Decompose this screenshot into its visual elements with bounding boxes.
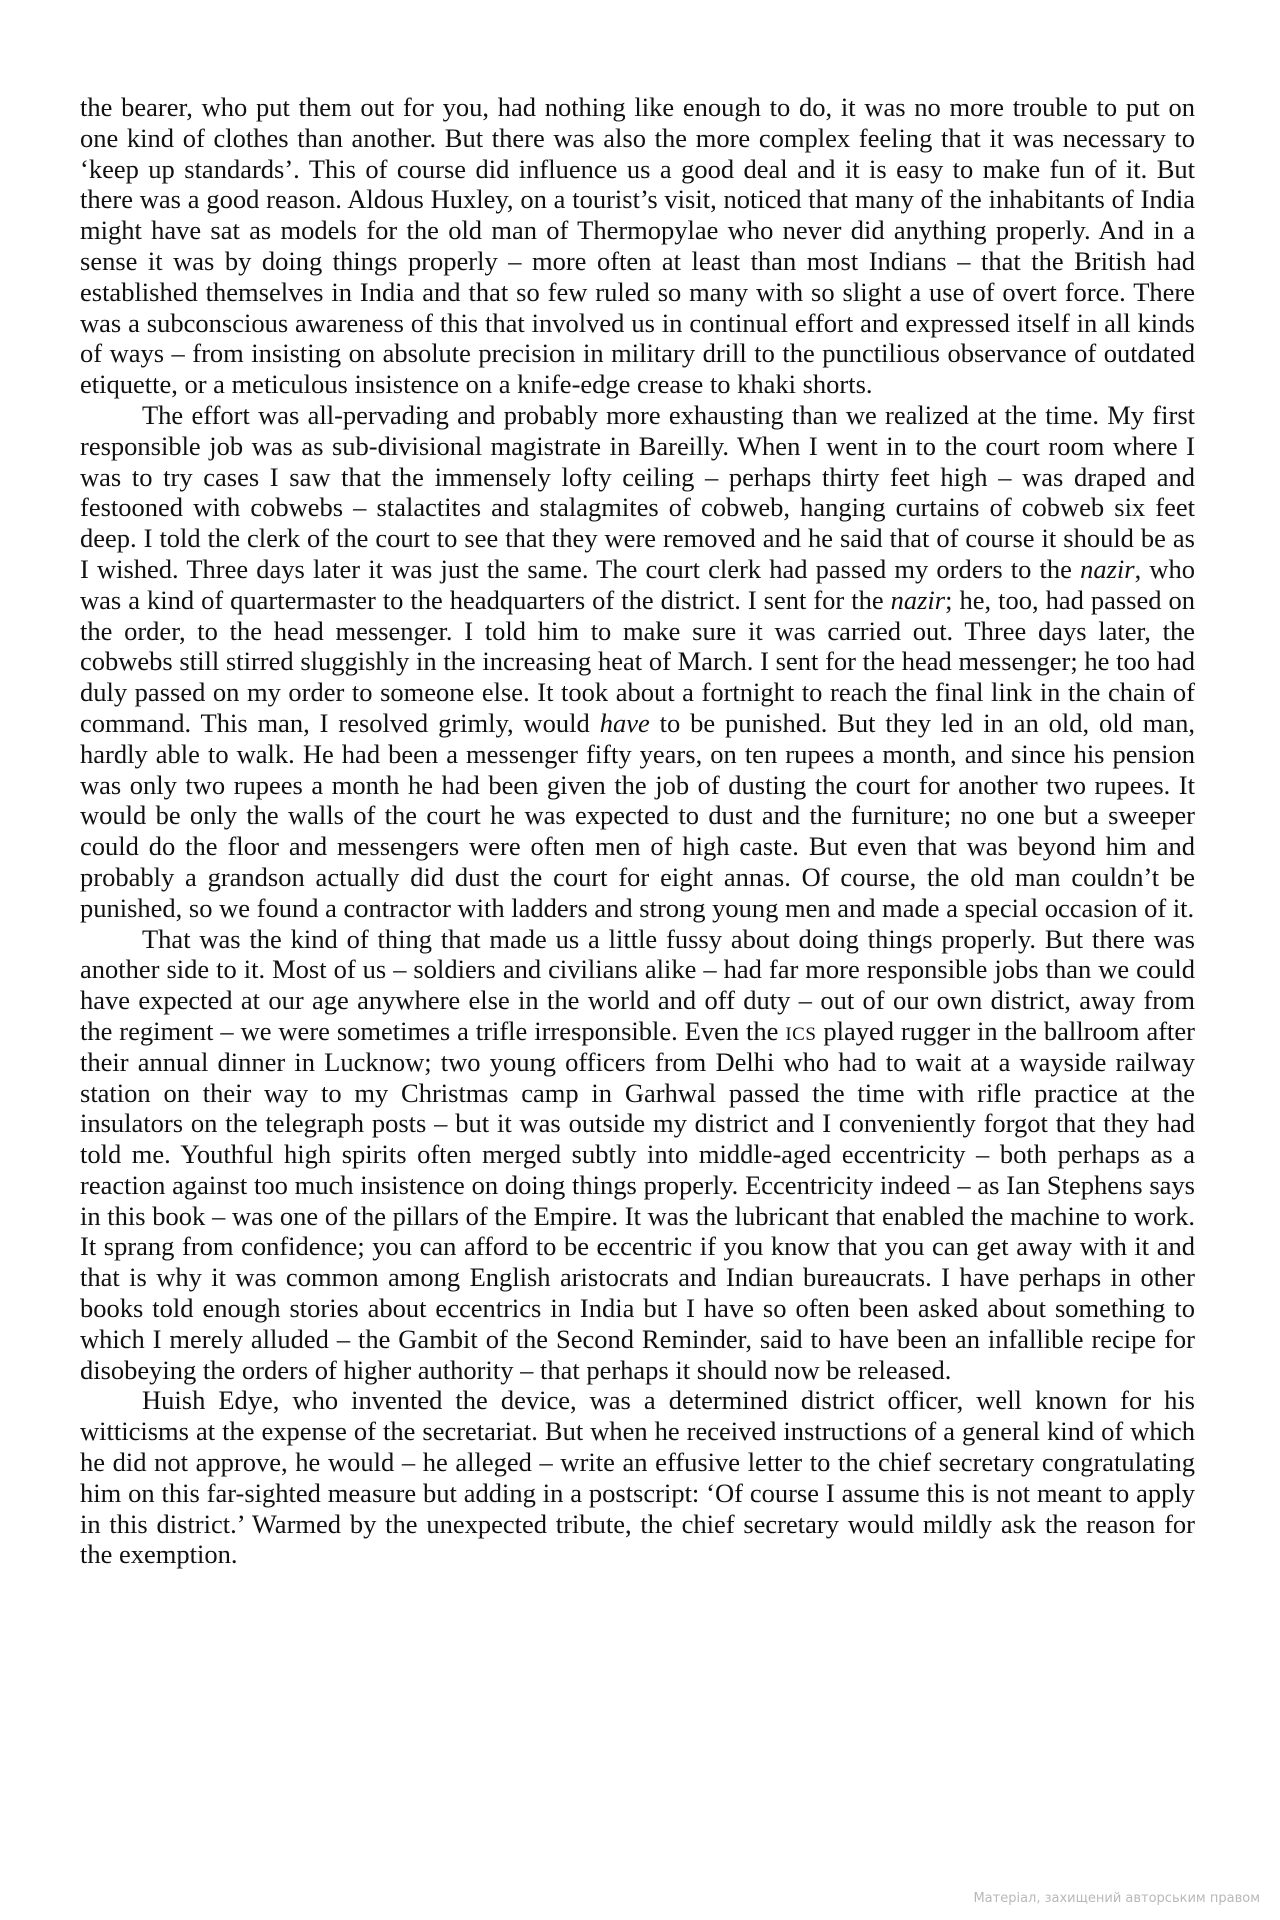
paragraph (80, 400, 1195, 924)
paragraph-text: the bearer, who put them out for you, had nothing like enough to do, it was no more trouble to put on one kind of clothes than another. But there was also the more complex feeling that it was necessary to ‘keep up standards’. This of course did influence us a good deal and it is easy to make fun of it. But there was a good reason. Aldous Huxley, on a tourist’s visit, noticed that many of the inhabitants of India might have sat as models for the old man of Thermopylae who never did anything properly. And in a sense it was by doing things properly – more often at least than most Indians – that the British had established themselves in India and that so few ruled so many with so slight a use of overt force. There was a subconscious awareness of this that involved us in continual effort and expressed itself in all kinds of ways – from insisting on absolute precision in military drill to the punctilious observance of outdated etiquette, or a meticulous insistence on a knife-edge crease to khaki shorts. (80, 92, 1195, 400)
italic-text: nazir (890, 584, 946, 615)
paragraph-text: ; he, too, had passed on the order, to the head messenger. I told him to make sure it was carried out. Three days later, the cobwebs still stirred sluggishly in the increasing heat of March. I sent for the head messenger; he too had duly passed on my order to someone else. It took about a fortnight to reach the final link in the chain of command. This man, I resolved grimly, would (80, 584, 1195, 738)
paragraph (80, 92, 1195, 400)
paragraph-text: to be punished. But they led in an old, old man, hardly able to walk. He had been a messenger fifty years, on ten rupees a month, and since his pension was only two rupees a month he had been given the job of dusting the court for another two rupees. It would be only the walls of the court he was expected to dust and the furniture; no one but a sweeper could do the floor and messengers were often men of high caste. But even that was beyond him and probably a grandson actually did dust the court for eight annas. Of course, the old man couldn’t be punished, so we found a contractor with ladders and strong young men and made a special occasion of it. (80, 707, 1195, 923)
paragraph-text: Huish Edye, who invented the device, was a determined district officer, well known for his witticisms at the expense of the secretariat. But when he received instructions of a general kind of which he did not approve, he would – he alleged – write an effusive letter to the chief secretary congratulating him on this far-sighted measure but adding in a postscript: ‘Of course I assume this is not meant to apply in this district.’ Warmed by the unexpected tribute, the chief secretary would mildly ask the reason for the exemption. (80, 1385, 1195, 1570)
paragraph-text: That was the kind of thing that made us a little fussy about doing things properly. But there was another side to it. Most of us – soldiers and civilians alike – had far more responsible jobs than we could have expected at our age anywhere else in the world and off duty – out of our own district, away from the regiment – we were sometimes a trifle irresponsible. Even the (80, 923, 1195, 1046)
paragraph (80, 924, 1195, 1386)
paragraph-text: The effort was all-pervading and probably more exhausting than we realized at the time. My first responsible job was as sub-divisional magistrate in Bareilly. When I went in to the court room where I was to try cases I saw that the immensely lofty ceiling – perhaps thirty feet high – was draped and festooned with cobwebs – stalactites and stalagmites of cobweb, hanging curtains of cobweb six feet deep. I told the clerk of the court to see that they were removed and he said that of course it should be as I wished. Three days later it was just the same. The court clerk had passed my orders to the (80, 399, 1195, 584)
italic-text: nazir (1080, 553, 1135, 584)
paragraph (80, 1385, 1195, 1570)
document-body (80, 92, 1195, 1570)
copyright-watermark: Матеріал, захищений авторським правом (973, 1891, 1260, 1906)
paragraph-text: played rugger in the ballroom after their annual dinner in Lucknow; two young officers from Delhi who had to wait at a wayside railway station on their way to my Christmas camp in Garhwal passed the time with rifle practice at the insulators on the telegraph posts – but it was outside my district and I conveniently forgot that they had told me. Youthful high spirits often merged subtly into middle-aged eccentricity – both perhaps as a reaction against too much insistence on doing things properly. Eccentricity indeed – as Ian Stephens says in this book – was one of the pillars of the Empire. It was the lubricant that enabled the machine to work. It sprang from confidence; you can afford to be eccentric if you know that you can get away with it and that is why it was common among English aristocrats and Indian bureaucrats. I have perhaps in other books told enough stories about eccentrics in India but I have so often been asked about something to which I merely alluded – the Gambit of the Second Reminder, said to have been an infallible recipe for disobeying the orders of higher authority – that perhaps it should now be released. (80, 1015, 1195, 1385)
italic-text: have (599, 707, 650, 738)
smallcaps-text: ics (785, 1015, 817, 1046)
paragraph-text: , who was a kind of quartermaster to the headquarters of the district. I sent for the (80, 553, 1195, 615)
